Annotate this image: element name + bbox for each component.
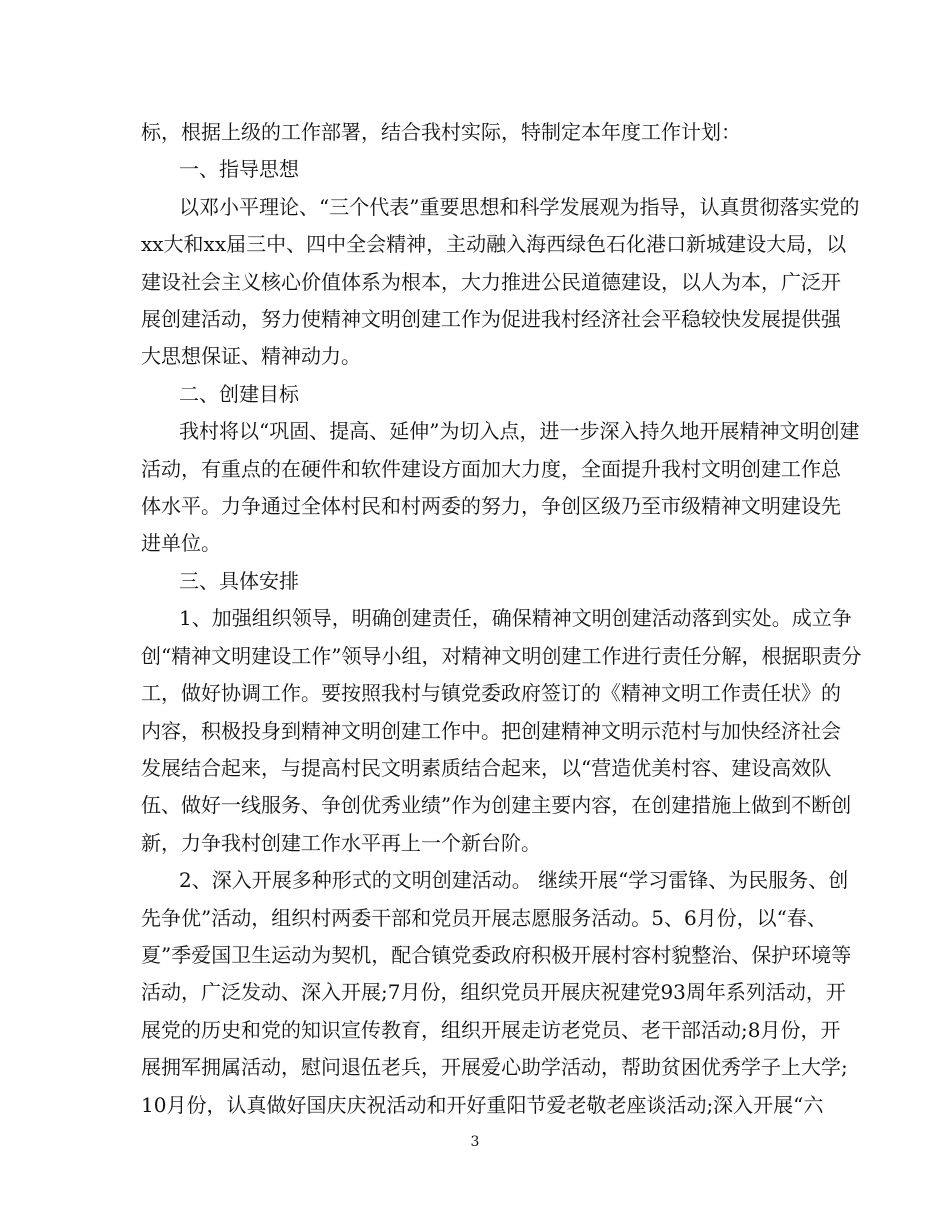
paragraph-arrangement-1 bbox=[141, 600, 862, 862]
text-line: xx大和xx届三中、四中全会精神，主动融入海西绿色石化港口新城建设大局，以 bbox=[141, 232, 847, 257]
paragraph-goals bbox=[141, 413, 860, 563]
text-line: 2、深入开展多种形式的文明创建活动。 继续开展“学习雷锋、为民服务、创 bbox=[179, 868, 849, 893]
text-line: 二、创建目标 bbox=[179, 381, 299, 406]
document-body bbox=[141, 114, 862, 1124]
text-line: 活动，广泛发动、深入开展;7月份，组织党员开展庆祝建党93周年系列活动，开 bbox=[141, 980, 846, 1005]
text-line: 工，做好协调工作。要按照我村与镇党委政府签订的《精神文明工作责任状》的 bbox=[141, 681, 841, 706]
text-line: 我村将以“巩固、提高、延伸”为切入点，进一步深入持久地开展精神文明创建 bbox=[179, 419, 860, 444]
section-heading-arrangements bbox=[141, 563, 813, 600]
section-heading-guiding-ideology bbox=[141, 151, 813, 188]
text-line: 标，根据上级的工作部署，结合我村实际，特制定本年度工作计划： bbox=[141, 120, 741, 144]
text-line: 展党的历史和党的知识宣传教育，组织开展走访老党员、老干部活动;8月份，开 bbox=[141, 1017, 841, 1042]
text-line: 进单位。 bbox=[141, 531, 221, 556]
text-line: 展创建活动，努力使精神文明创建工作为促进我村经济社会平稳较快发展提供强 bbox=[141, 307, 841, 332]
paragraph-arrangement-2 bbox=[141, 862, 852, 1124]
section-heading-goals bbox=[141, 376, 813, 413]
text-line: 以邓小平理论、“三个代表”重要思想和科学发展观为指导，认真贯彻落实党的 bbox=[179, 194, 860, 219]
text-line: 三、具体安排 bbox=[179, 568, 299, 593]
text-line: 伍、做好一线服务、争创优秀业绩”作为创建主要内容，在创建措施上做到不断创 bbox=[141, 793, 852, 818]
text-line: 创“精神文明建设工作”领导小组，对精神文明创建工作进行责任分解，根据职责分 bbox=[141, 643, 862, 668]
text-line: 体水平。力争通过全体村民和村两委的努力，争创区级乃至市级精神文明建设先 bbox=[141, 494, 841, 519]
text-line: 1、加强组织领导，明确创建责任，确保精神文明创建活动落到实处。成立争 bbox=[179, 606, 852, 631]
paragraph-intro-continuation bbox=[141, 114, 813, 151]
text-line: 10月份，认真做好国庆庆祝活动和开好重阳节爱老敬老座谈活动;深入开展“六 bbox=[141, 1092, 824, 1117]
text-line: 展拥军拥属活动，慰问退伍老兵，开展爱心助学活动，帮助贫困优秀学子上大学; bbox=[141, 1055, 848, 1080]
text-line: 先争优”活动，组织村两委干部和党员开展志愿服务活动。5、6月份，以“春、 bbox=[141, 905, 827, 930]
text-line: 一、指导思想 bbox=[179, 157, 299, 182]
text-line: 大思想保证、精神动力。 bbox=[141, 344, 361, 369]
text-line: 内容，积极投身到精神文明创建工作中。把创建精神文明示范村与加快经济社会 bbox=[141, 718, 841, 743]
paragraph-guiding-ideology bbox=[141, 189, 860, 376]
text-line: 新，力争我村创建工作水平再上一个新台阶。 bbox=[141, 830, 541, 855]
text-line: 夏”季爱国卫生运动为契机，配合镇党委政府积极开展村容村貌整治、保护环境等 bbox=[141, 942, 852, 967]
page-number: 3 bbox=[470, 1134, 480, 1150]
text-line: 发展结合起来，与提高村民文明素质结合起来，以“营造优美村容、建设高效队 bbox=[141, 755, 832, 780]
text-line: 建设社会主义核心价值体系为根本，大力推进公民道德建设，以人为本，广泛开 bbox=[141, 269, 841, 294]
text-line: 活动，有重点的在硬件和软件建设方面加大力度，全面提升我村文明创建工作总 bbox=[141, 456, 841, 481]
